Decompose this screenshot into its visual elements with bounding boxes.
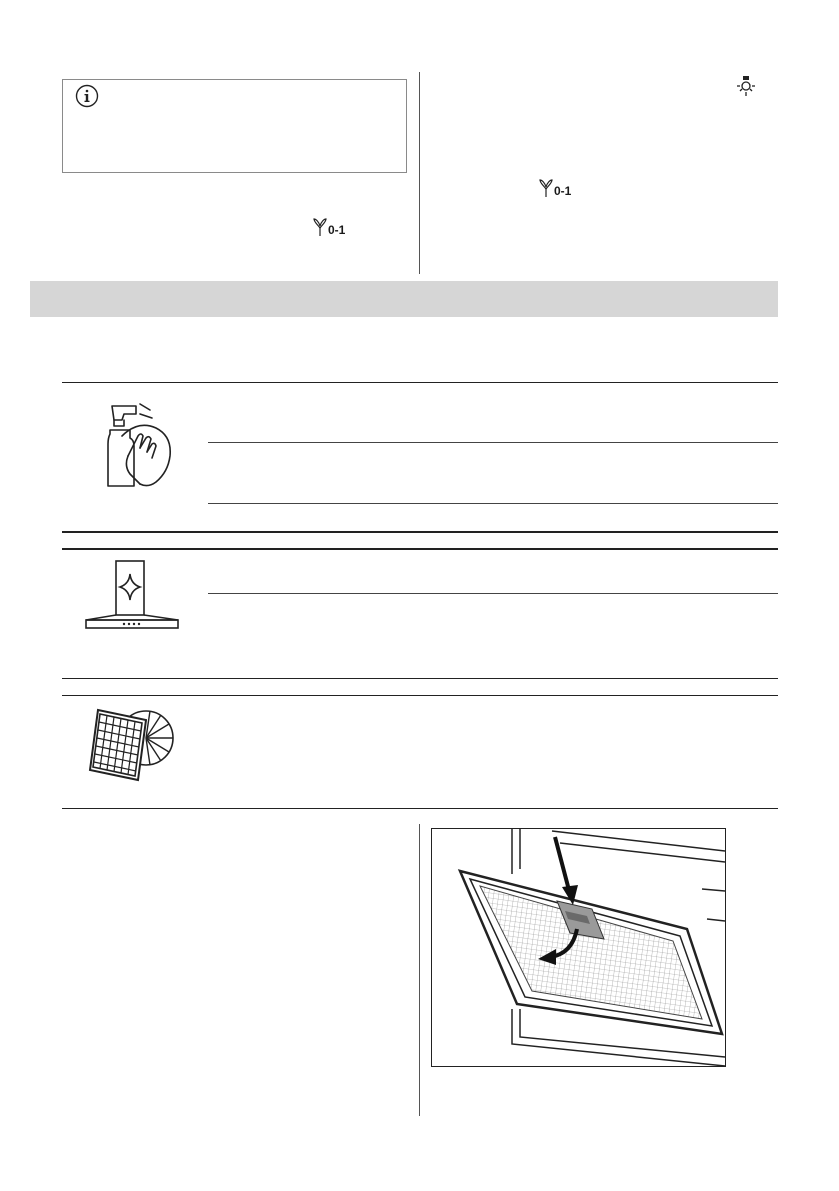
light-bulb-icon xyxy=(735,75,757,97)
grease-filter-icon xyxy=(80,700,180,790)
fan-icon xyxy=(538,178,554,198)
fan-icon xyxy=(312,217,328,237)
fan-speed-label: 0-1 xyxy=(328,223,346,237)
table-rule xyxy=(208,442,778,443)
table-rule xyxy=(62,548,778,550)
grease-filter-removal-illustration xyxy=(431,828,726,1067)
fan-speed-icon-left xyxy=(312,213,345,237)
table-rule xyxy=(62,382,778,383)
filter-removal-drawing xyxy=(432,829,725,1066)
info-box xyxy=(62,79,407,173)
fan-speed-label: 0-1 xyxy=(554,184,572,198)
table-rule xyxy=(208,593,778,594)
table-rule xyxy=(208,503,778,504)
table-rule xyxy=(62,808,778,809)
clean-hood-icon xyxy=(84,560,180,632)
section-header-bar xyxy=(30,281,778,317)
fan-speed-icon-right xyxy=(538,174,571,198)
column-divider-top xyxy=(419,72,420,274)
column-divider-bottom xyxy=(419,824,420,1116)
table-rule xyxy=(62,678,778,679)
info-icon xyxy=(75,84,99,108)
table-rule xyxy=(62,695,778,696)
spray-cleaning-icon xyxy=(100,400,172,490)
table-rule xyxy=(62,531,778,533)
